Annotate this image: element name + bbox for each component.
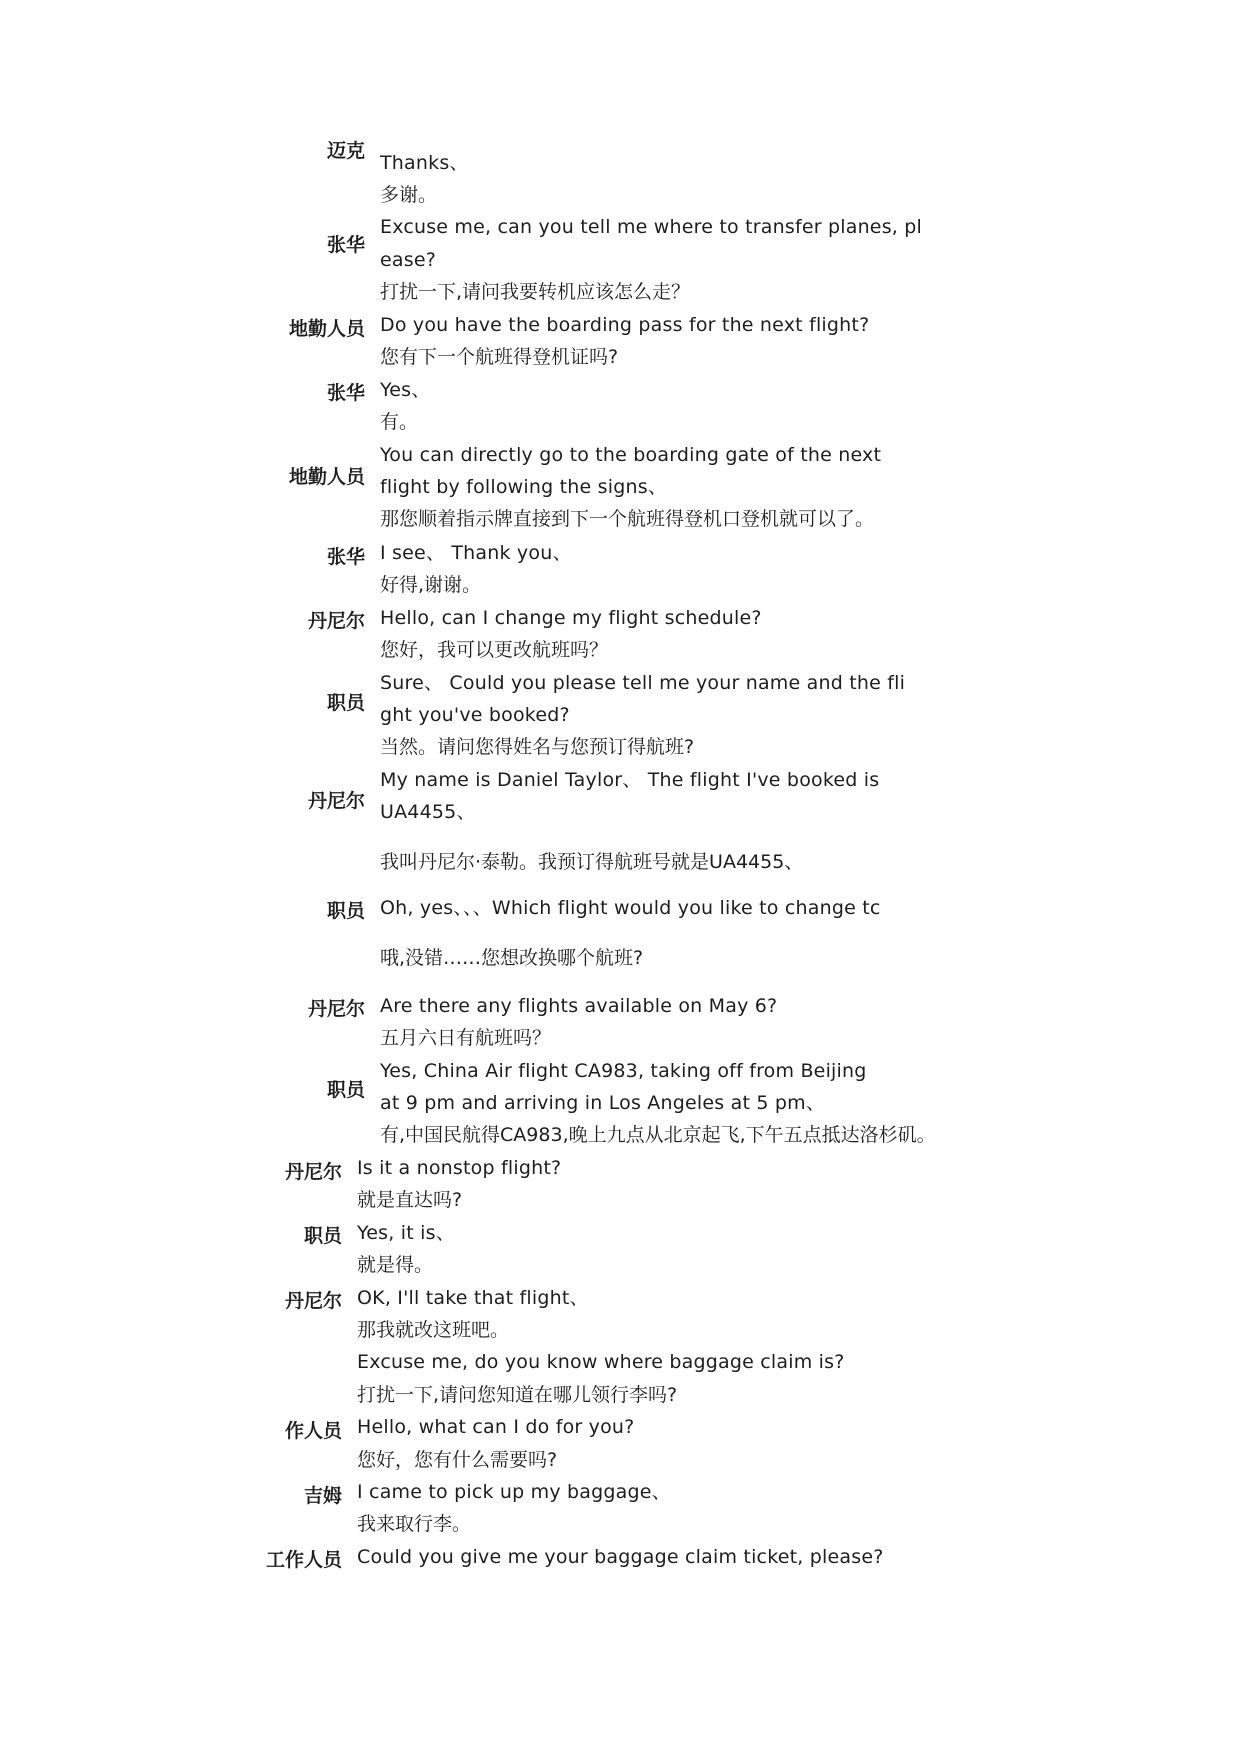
line-chinese: 好得,谢谢。 [380,574,482,596]
line-english: Could you give me your baggage claim ticket, please? [357,1546,884,1568]
line-chinese: 有。 [380,411,419,433]
speaker-name: 职员 [326,692,365,714]
line-chinese: 就是直达吗? [357,1189,463,1211]
line-english: ght you've booked? [380,704,570,726]
speaker-name: 丹尼尔 [307,998,365,1020]
line-english: Yes, it is、 [357,1222,455,1244]
speaker-name: 地勤人员 [288,318,365,340]
line-english: OK, I'll take that flight、 [357,1287,589,1309]
line-english: Excuse me, can you tell me where to transfer planes, pl [380,216,923,238]
speaker-name: 丹尼尔 [307,610,365,632]
line-chinese: 那您顺着指示牌直接到下一个航班得登机口登机就可以了。 [380,508,875,530]
line-chinese: 五月六日有航班吗？ [380,1027,552,1049]
line-chinese: 当然。请问您得姓名与您预订得航班? [380,736,695,758]
line-chinese: 多谢。 [380,184,438,206]
speaker-name: 吉姆 [303,1485,342,1507]
line-english: You can directly go to the boarding gate of the next [380,444,882,466]
speaker-name: 张华 [326,382,365,404]
line-english: UA4455、 [380,801,476,823]
speaker-name: 张华 [326,234,365,256]
speaker-name: 作人员 [284,1420,342,1442]
line-english: Hello, what can I do for you? [357,1416,635,1438]
line-english: at 9 pm and arriving in Los Angeles at 5 pm、 [380,1092,826,1114]
speaker-name: 丹尼尔 [307,790,365,812]
line-english: Excuse me, do you know where baggage claim is? [357,1351,845,1373]
line-english: Are there any flights available on May 6? [380,995,778,1017]
speaker-name: 职员 [326,900,365,922]
speaker-name: 职员 [326,1079,365,1101]
line-english: flight by following the signs、 [380,476,668,498]
line-chinese: 打扰一下,请问我要转机应该怎么走？ [380,281,691,303]
line-chinese: 我叫丹尼尔·泰勒。我预订得航班号就是UA4455、 [380,851,804,873]
line-english: Sure、 Could you please tell me your name and the fli [380,672,906,694]
line-chinese: 您有下一个航班得登机证吗? [380,346,619,368]
line-chinese: 我来取行李。 [357,1513,472,1535]
speaker-name: 丹尼尔 [284,1161,342,1183]
speaker-name: 迈克 [326,140,365,162]
line-chinese: 哦,没错……您想改换哪个航班? [380,947,644,969]
line-english: Thanks、 [380,152,469,174]
line-english: My name is Daniel Taylor、 The flight I've booked is [380,769,880,791]
speaker-name: 张华 [326,546,365,568]
line-chinese: 您好，您有什么需要吗? [357,1449,558,1471]
line-english: Is it a nonstop flight? [357,1157,562,1179]
line-english: Yes、 [380,379,431,401]
line-english: I came to pick up my baggage、 [357,1481,671,1503]
line-chinese: 您好，我可以更改航班吗？ [380,639,609,661]
line-chinese: 有,中国民航得CA983,晚上九点从北京起飞,下午五点抵达洛杉矶。 [380,1124,936,1146]
speaker-name: 职员 [303,1225,342,1247]
line-chinese: 就是得。 [357,1254,434,1276]
line-chinese: 那我就改这班吧。 [357,1319,510,1341]
line-english: Hello, can I change my flight schedule? [380,607,762,629]
speaker-name: 工作人员 [265,1549,342,1571]
speaker-name: 丹尼尔 [284,1290,342,1312]
line-english: Oh, yes、、、Which flight would you like to change tc [380,897,881,919]
line-english: Yes, China Air flight CA983, taking off from Beijing [380,1060,867,1082]
speaker-name: 地勤人员 [288,466,365,488]
line-english: ease? [380,249,437,271]
line-english: Do you have the boarding pass for the next flight? [380,314,870,336]
line-english: I see、 Thank you、 [380,542,572,564]
line-chinese: 打扰一下,请问您知道在哪儿领行李吗? [357,1384,678,1406]
